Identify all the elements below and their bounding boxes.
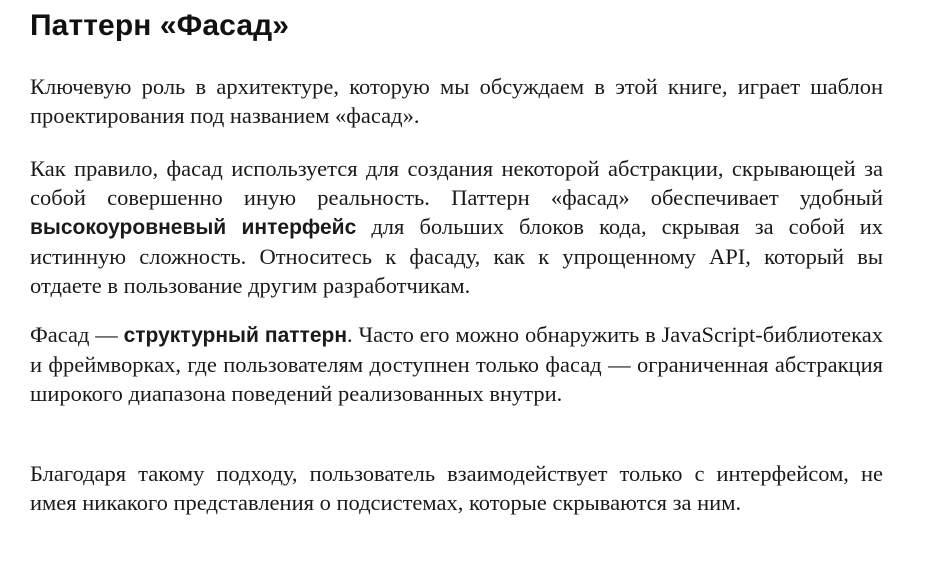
bold-term-high-level-interface: высокоуровневый интерфейс (30, 216, 357, 239)
paragraph-conclusion: Благодаря такому подходу, пользователь взаимодействует только с интерфейсом, не имея никакого представления о подсистемах, которые скрываются за ним. (30, 461, 883, 515)
paragraph-text: Фасад — (30, 322, 124, 347)
page-title: Паттерн «Фасад» (30, 9, 290, 42)
paragraph-facade-definition (30, 154, 883, 300)
bold-term-structural-pattern: структурный паттерн (123, 324, 348, 347)
paragraph-structural-pattern (30, 320, 883, 408)
paragraph-intro: Ключевую роль в архитектуре, которую мы обсуждаем в этой книге, играет шаблон проектирования под названием «фасад». (30, 74, 883, 128)
paragraph-text: . Часто его можно обнаружить в JavaScript-библиотеках и фреймворках, где пользователям доступнен только фасад — ограниченная абстракция широкого диапазона поведений реализованных внутри. (30, 322, 883, 406)
paragraph-text: для больших блоков кода, скрывая за собой их истинную сложность. Относитесь к фасаду, как к упрощенному API, который вы отдаете в пользование другим разработчикам. (30, 214, 883, 298)
paragraph-text: Как правило, фасад используется для создания некоторой абстракции, скрывающей за собой совершенно иную реальность. Паттерн «фасад» обеспечивает удобный (30, 156, 883, 210)
